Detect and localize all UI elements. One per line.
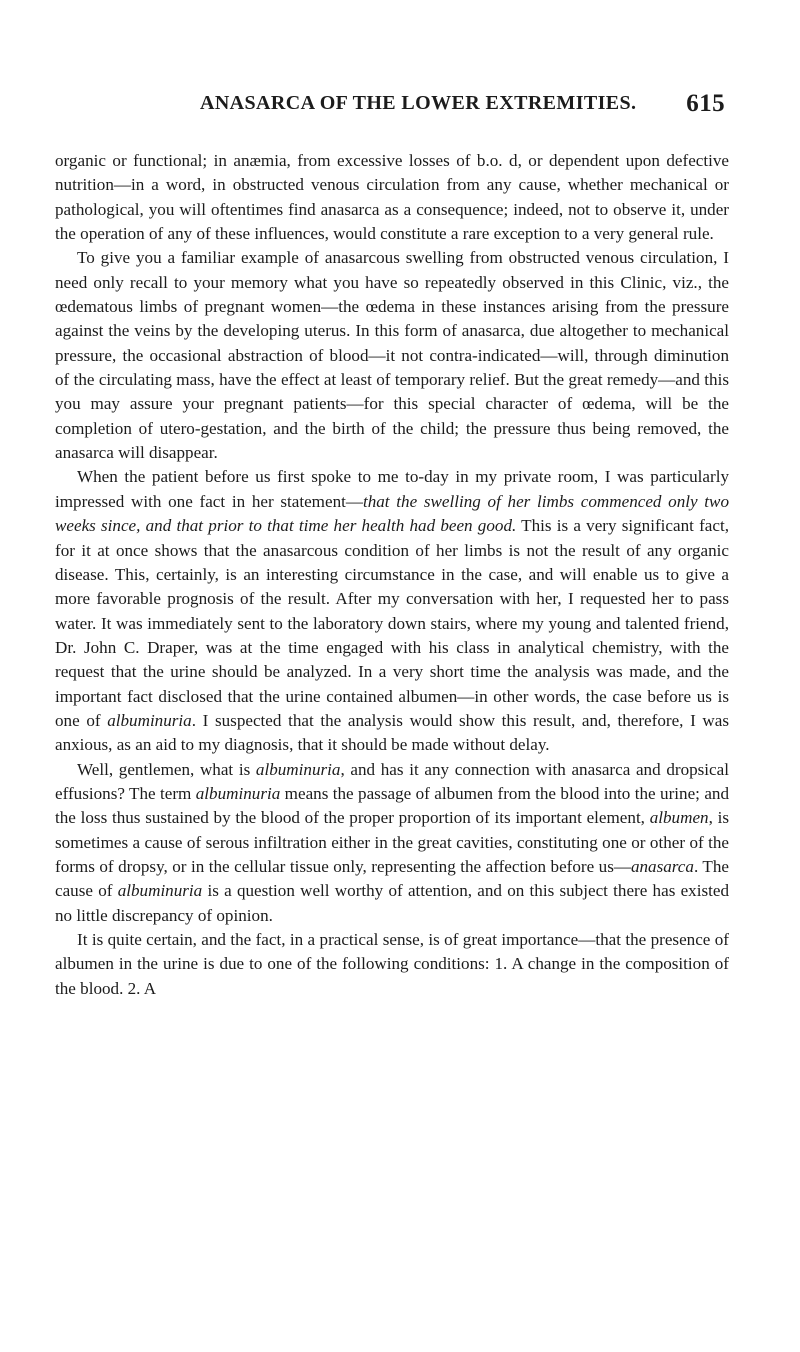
text-span: . The cause of [55, 856, 729, 901]
text-span: When the patient before us first spoke to me to-day in my private room, I was particularly impressed with one fact in her statement— [55, 467, 729, 511]
text-span: . I suspected that the analysis would show this result, and, therefore, I was anxious, as an aid to my diagnosis, that it should be made without delay. [55, 710, 729, 755]
paragraph-5 [55, 928, 729, 1001]
text-span: Well, gentlemen, what is [77, 759, 256, 779]
italic-term: albumen [649, 808, 709, 828]
text-span: means the passage of albumen from the blood into the urine; and the loss thus sustained by the blood of the proper proportion of its important element, [55, 783, 729, 828]
text-span: is a question well worthy of attention, and on this subject there has existed no little discrepancy of opinion. [55, 881, 730, 925]
body-text [55, 149, 729, 1001]
running-head [200, 92, 725, 122]
text-span: This is a very significant fact, for it at once shows that the anasarcous condition of her limbs is not the result of any organic disease. This, certainly, is an interesting circumstance in the case, and will enable us to give a more favorable prognosis of the result. After my conversation with her, I requested her to pass water. It was immediately sent to the laboratory down stairs, where my young and talented friend, Dr. John C. Draper, was at the time engaged with his class in analytical chemistry, with the request that the urine should be analyzed. In a very short time the analysis was made, and the important fact disclosed that the urine contained albumen—in other words, the case before us is one of [55, 516, 729, 730]
paragraph-3 [55, 465, 729, 757]
italic-term: anasarca [630, 856, 694, 876]
text-span: , is sometimes a cause of serous infiltration either in the great cavities, constituting one or other of the forms of dropsy, or in the cellular tissue only, representing the affection before us— [55, 808, 729, 876]
italic-quotation: that the swelling of her limbs commenced only two weeks since, and that prior to that time her health had been good. [55, 491, 730, 536]
text-span: It is quite certain, and the fact, in a practical sense, is of great importance—that the presence of albumen in the urine is due to one of the following conditions: 1. A change in the composition of the blood. 2. A [55, 930, 729, 998]
paragraph-2 [55, 246, 729, 465]
italic-term: albuminuria [255, 759, 341, 779]
italic-term: albuminuria [195, 783, 281, 803]
text-span: , and has it any connection with anasarca and dropsical effusions? The term [55, 759, 729, 803]
text-span: organic or functional; in anæmia, from excessive losses of b.o. d, or dependent upon defective nutrition—in a word, in obstructed venous circulation from any cause, whether mechanical or pathological, you will oftentimes find anasarca as a consequence; indeed, not to observe it, under the operation of any of these influences, would constitute a rare exception to a very general rule. [55, 151, 729, 244]
running-title: ANASARCA OF THE LOWER EXTREMITIES. [200, 92, 637, 114]
italic-term: albuminuria [117, 881, 203, 901]
text-span: To give you a familiar example of anasarcous swelling from obstructed venous circulation, I need only recall to your memory what you have so repeatedly observed in this Clinic, viz., the œdematous limbs of pregnant women—the œdema in these instances arising from the pressure against the veins by the developing uterus. In this form of anasarca, due altogether to mechanical pressure, the occasional abstraction of blood—it not contra-indicated—will, through diminution of the circulating mass, have the effect at least of temporary relief. But the great remedy—and this you may assure your pregnant patients—for this special character of œdema, will be the completion of utero-gestation, and the birth of the child; the pressure thus being removed, the anasarca will disappear. [55, 248, 729, 463]
page-number: 615 [686, 90, 725, 117]
paragraph-4 [55, 758, 729, 928]
italic-term: albuminuria [107, 710, 192, 730]
paragraph-1 [55, 149, 729, 246]
